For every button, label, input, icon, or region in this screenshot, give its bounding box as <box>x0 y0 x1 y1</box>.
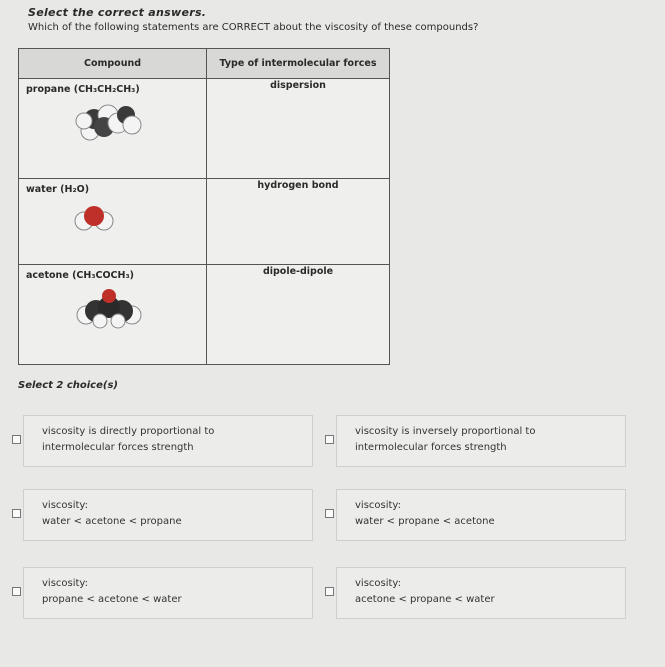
water-cell <box>19 179 207 265</box>
choice-acetone-propane-water[interactable] <box>336 567 626 619</box>
water-molecule-icon <box>70 201 130 235</box>
checkbox[interactable] <box>325 509 334 518</box>
water-force: hydrogen bond <box>207 179 390 265</box>
checkbox[interactable] <box>12 587 21 596</box>
question-text: Which of the following statements are CORRECT about the viscosity of these compounds? <box>28 22 479 33</box>
choice-water-acetone-propane[interactable] <box>23 489 313 541</box>
checkbox[interactable] <box>325 587 334 596</box>
header-compound: Compound <box>19 49 207 79</box>
checkbox[interactable] <box>325 435 334 444</box>
checkbox[interactable] <box>12 509 21 518</box>
propane-label: propane (CH₃CH₂CH₃) <box>26 84 140 95</box>
propane-molecule-icon <box>70 101 150 145</box>
header-forces: Type of intermolecular forces <box>207 49 390 79</box>
propane-cell <box>19 79 207 179</box>
propane-force: dispersion <box>207 79 390 179</box>
choice-inversely-proportional[interactable] <box>336 415 626 467</box>
choice-propane-acetone-water[interactable] <box>23 567 313 619</box>
water-label: water (H₂O) <box>26 184 90 195</box>
compound-table <box>18 48 390 365</box>
choice-text: viscosity: water < propane < acetone <box>355 500 495 527</box>
choice-water-propane-acetone[interactable] <box>336 489 626 541</box>
choice-directly-proportional[interactable] <box>23 415 313 467</box>
acetone-force: dipole-dipole <box>207 265 390 365</box>
acetone-label: acetone (CH₃COCH₃) <box>26 270 134 281</box>
choice-text: viscosity: acetone < propane < water <box>355 578 495 605</box>
choice-text: viscosity is directly proportional to intermolecular forces strength <box>42 426 215 453</box>
choice-text: viscosity: water < acetone < propane <box>42 500 182 527</box>
acetone-molecule-icon <box>70 287 150 331</box>
checkbox[interactable] <box>12 435 21 444</box>
acetone-cell <box>19 265 207 365</box>
instruction-title: Select the correct answers. <box>28 6 207 19</box>
select-count-label: Select 2 choice(s) <box>18 380 118 391</box>
choice-text: viscosity is inversely proportional to intermolecular forces strength <box>355 426 536 453</box>
choice-text: viscosity: propane < acetone < water <box>42 578 182 605</box>
